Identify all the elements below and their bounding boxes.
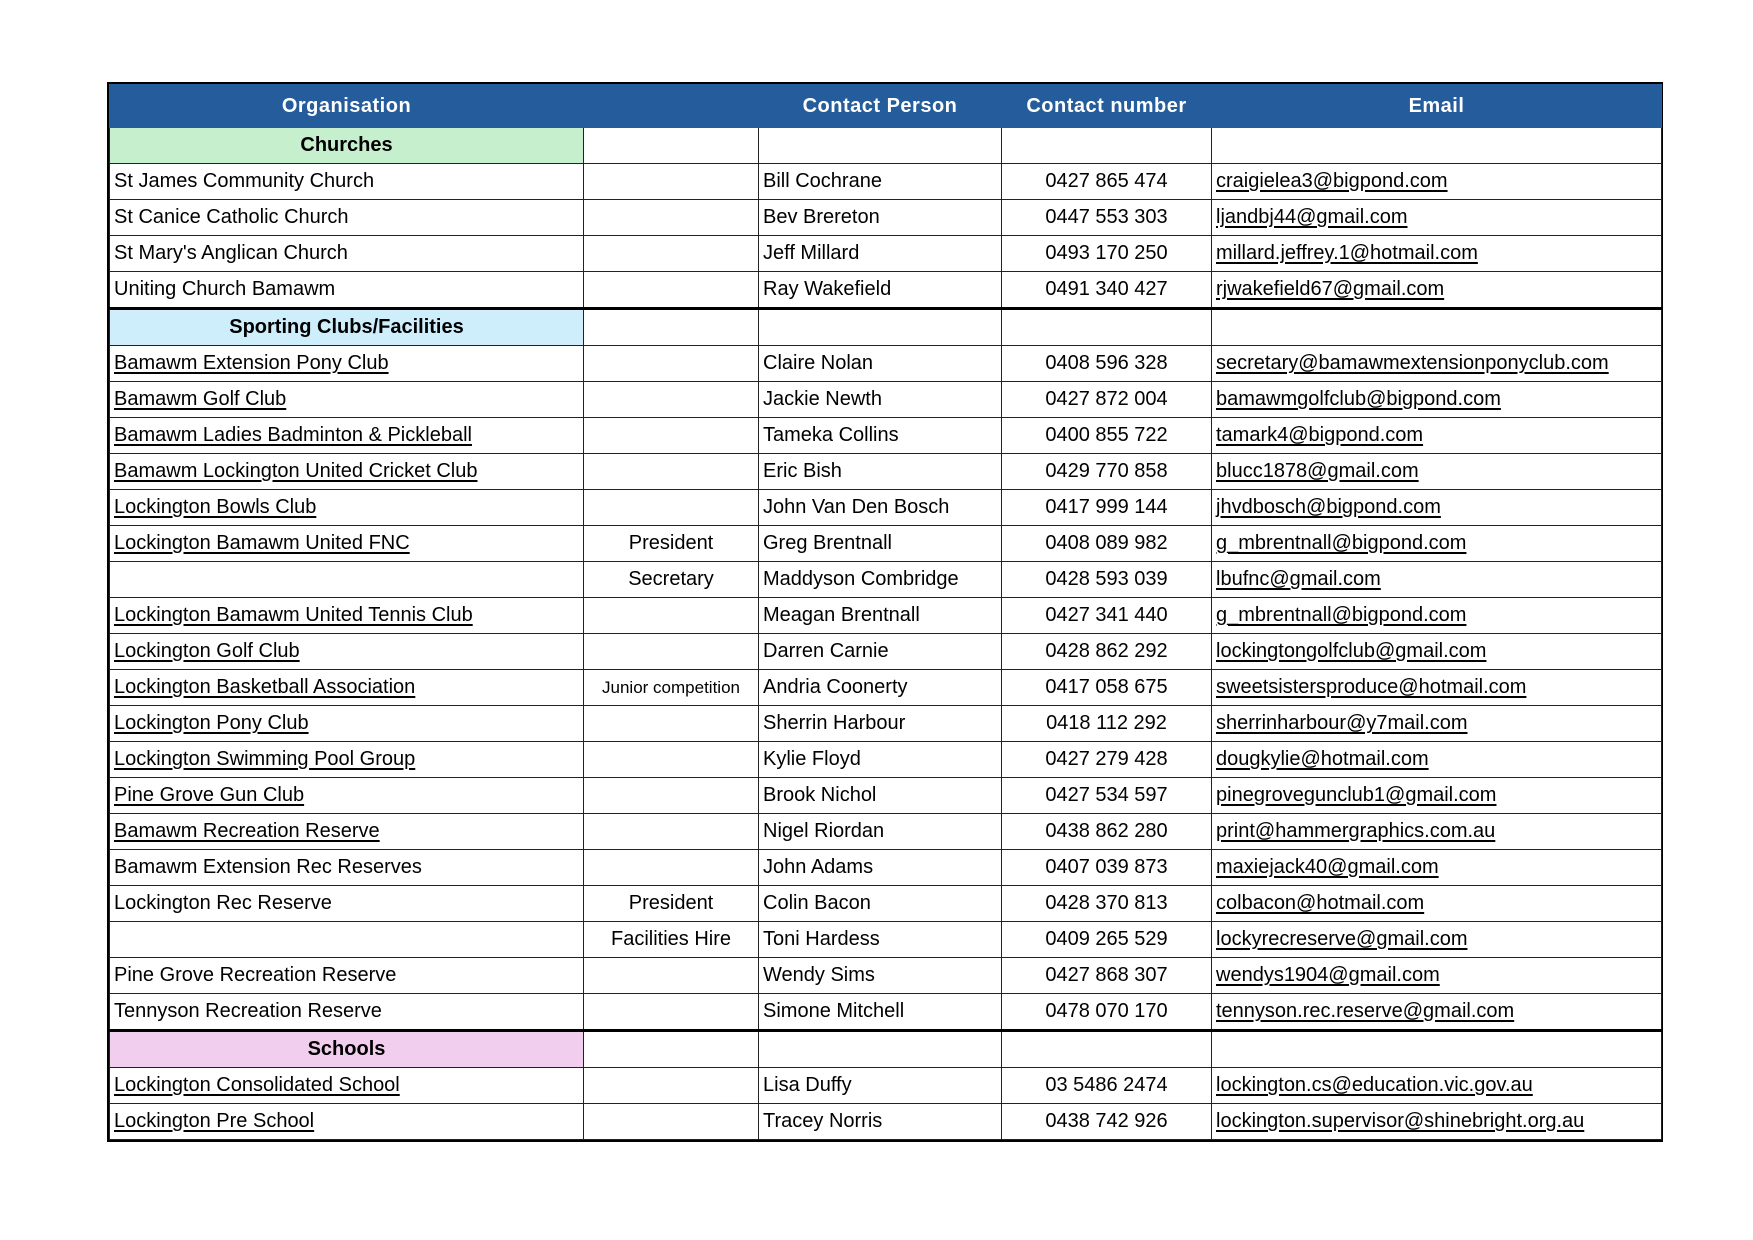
table-row xyxy=(110,958,1662,994)
role-cell xyxy=(584,814,759,850)
header-email: Email xyxy=(1212,85,1662,128)
contacts-sheet xyxy=(107,82,1663,1142)
organisation-link[interactable]: Bamawm Recreation Reserve xyxy=(110,814,584,850)
empty-cell xyxy=(1212,128,1662,164)
role-cell xyxy=(584,706,759,742)
table-row xyxy=(110,454,1662,490)
table-row xyxy=(110,1104,1662,1140)
section-title: Schools xyxy=(110,1031,584,1068)
contact-person-cell: Bev Brereton xyxy=(759,200,1002,236)
role-cell xyxy=(584,490,759,526)
contact-person-cell: Ray Wakefield xyxy=(759,272,1002,309)
contact-number-cell: 0408 596 328 xyxy=(1002,346,1212,382)
contact-person-cell: Bill Cochrane xyxy=(759,164,1002,200)
table-row xyxy=(110,922,1662,958)
contact-number-cell: 0493 170 250 xyxy=(1002,236,1212,272)
table-row xyxy=(110,272,1662,309)
organisation-link[interactable]: Lockington Golf Club xyxy=(110,634,584,670)
contact-person-cell: Andria Coonerty xyxy=(759,670,1002,706)
role-cell xyxy=(584,598,759,634)
role-cell: President xyxy=(584,886,759,922)
table-row xyxy=(110,236,1662,272)
table-row xyxy=(110,778,1662,814)
email-link[interactable]: lockyrecreserve@gmail.com xyxy=(1212,922,1662,958)
contact-number-cell: 0427 279 428 xyxy=(1002,742,1212,778)
email-link[interactable]: millard.jeffrey.1@hotmail.com xyxy=(1212,236,1662,272)
empty-cell xyxy=(759,309,1002,346)
role-cell: Facilities Hire xyxy=(584,922,759,958)
organisation-link[interactable]: Bamawm Ladies Badminton & Pickleball xyxy=(110,418,584,454)
organisation-link[interactable]: Lockington Bamawm United FNC xyxy=(110,526,584,562)
role-cell xyxy=(584,850,759,886)
email-link[interactable]: ljandbj44@gmail.com xyxy=(1212,200,1662,236)
contact-number-cell: 0418 112 292 xyxy=(1002,706,1212,742)
contact-number-cell: 0491 340 427 xyxy=(1002,272,1212,309)
contact-person-cell: Tracey Norris xyxy=(759,1104,1002,1140)
header-contact-person: Contact Person xyxy=(759,85,1002,128)
section-title: Sporting Clubs/Facilities xyxy=(110,309,584,346)
contact-person-cell: John Van Den Bosch xyxy=(759,490,1002,526)
table-row xyxy=(110,418,1662,454)
organisation-link[interactable]: Bamawm Extension Pony Club xyxy=(110,346,584,382)
email-link[interactable]: colbacon@hotmail.com xyxy=(1212,886,1662,922)
role-cell: Junior competition xyxy=(584,670,759,706)
contact-number-cell: 0400 855 722 xyxy=(1002,418,1212,454)
empty-cell xyxy=(584,1031,759,1068)
empty-cell xyxy=(759,1031,1002,1068)
organisation-link[interactable]: Lockington Pre School xyxy=(110,1104,584,1140)
email-link[interactable]: bamawmgolfclub@bigpond.com xyxy=(1212,382,1662,418)
empty-cell xyxy=(1002,1031,1212,1068)
organisation-cell: St Mary's Anglican Church xyxy=(110,236,584,272)
contact-number-cell: 0427 534 597 xyxy=(1002,778,1212,814)
contact-person-cell: Kylie Floyd xyxy=(759,742,1002,778)
organisation-link[interactable]: Lockington Consolidated School xyxy=(110,1068,584,1104)
organisation-cell: Uniting Church Bamawm xyxy=(110,272,584,309)
contact-number-cell: 0408 089 982 xyxy=(1002,526,1212,562)
contact-number-cell: 0417 999 144 xyxy=(1002,490,1212,526)
contact-person-cell: Tameka Collins xyxy=(759,418,1002,454)
header-organisation: Organisation xyxy=(110,85,584,128)
contact-person-cell: Claire Nolan xyxy=(759,346,1002,382)
empty-cell xyxy=(759,128,1002,164)
email-link[interactable]: dougkylie@hotmail.com xyxy=(1212,742,1662,778)
contact-number-cell: 0427 868 307 xyxy=(1002,958,1212,994)
email-link[interactable]: jhvdbosch@bigpond.com xyxy=(1212,490,1662,526)
role-cell xyxy=(584,958,759,994)
contact-number-cell: 0429 770 858 xyxy=(1002,454,1212,490)
role-cell xyxy=(584,1104,759,1140)
role-cell xyxy=(584,382,759,418)
table-row xyxy=(110,346,1662,382)
role-cell xyxy=(584,272,759,309)
email-link[interactable]: tamark4@bigpond.com xyxy=(1212,418,1662,454)
role-cell xyxy=(584,994,759,1031)
table-row xyxy=(110,598,1662,634)
contact-person-cell: Maddyson Combridge xyxy=(759,562,1002,598)
organisation-link[interactable]: Lockington Bamawm United Tennis Club xyxy=(110,598,584,634)
role-cell xyxy=(584,1068,759,1104)
role-cell xyxy=(584,778,759,814)
email-link[interactable]: tennyson.rec.reserve@gmail.com xyxy=(1212,994,1662,1031)
role-cell xyxy=(584,454,759,490)
table-row xyxy=(110,994,1662,1031)
table-row xyxy=(110,526,1662,562)
header-role xyxy=(584,85,759,128)
organisation-cell: Pine Grove Recreation Reserve xyxy=(110,958,584,994)
table-body xyxy=(110,128,1662,1140)
email-link[interactable]: lockington.cs@education.vic.gov.au xyxy=(1212,1068,1662,1104)
contact-number-cell: 0478 070 170 xyxy=(1002,994,1212,1031)
contact-number-cell: 0417 058 675 xyxy=(1002,670,1212,706)
organisation-link[interactable]: Lockington Swimming Pool Group xyxy=(110,742,584,778)
organisation-link[interactable]: Bamawm Golf Club xyxy=(110,382,584,418)
contact-person-cell: Meagan Brentnall xyxy=(759,598,1002,634)
table-row xyxy=(110,742,1662,778)
section-row-schools xyxy=(110,1031,1662,1068)
contact-person-cell: Brook Nichol xyxy=(759,778,1002,814)
header-row xyxy=(110,85,1662,128)
organisation-link[interactable]: Lockington Basketball Association xyxy=(110,670,584,706)
contact-number-cell: 0407 039 873 xyxy=(1002,850,1212,886)
email-link[interactable]: pinegrovegunclub1@gmail.com xyxy=(1212,778,1662,814)
contact-number-cell: 0447 553 303 xyxy=(1002,200,1212,236)
organisation-link[interactable]: Lockington Bowls Club xyxy=(110,490,584,526)
email-link[interactable]: blucc1878@gmail.com xyxy=(1212,454,1662,490)
role-cell: President xyxy=(584,526,759,562)
section-row-churches xyxy=(110,128,1662,164)
role-cell xyxy=(584,200,759,236)
contact-person-cell: Lisa Duffy xyxy=(759,1068,1002,1104)
empty-cell xyxy=(1002,309,1212,346)
contact-number-cell: 0427 865 474 xyxy=(1002,164,1212,200)
role-cell xyxy=(584,418,759,454)
empty-cell xyxy=(584,128,759,164)
table-row xyxy=(110,200,1662,236)
email-link[interactable]: lockingtongolfclub@gmail.com xyxy=(1212,634,1662,670)
contact-person-cell: Greg Brentnall xyxy=(759,526,1002,562)
table-row xyxy=(110,706,1662,742)
email-link[interactable]: print@hammergraphics.com.au xyxy=(1212,814,1662,850)
email-link[interactable]: sweetsistersproduce@hotmail.com xyxy=(1212,670,1662,706)
contact-person-cell: Toni Hardess xyxy=(759,922,1002,958)
organisation-cell: Lockington Rec Reserve xyxy=(110,886,584,922)
contact-person-cell: Eric Bish xyxy=(759,454,1002,490)
contact-person-cell: Wendy Sims xyxy=(759,958,1002,994)
organisation-cell xyxy=(110,922,584,958)
organisation-cell: Tennyson Recreation Reserve xyxy=(110,994,584,1031)
role-cell xyxy=(584,346,759,382)
section-row-sporting xyxy=(110,309,1662,346)
table-row xyxy=(110,814,1662,850)
organisation-link[interactable]: Lockington Pony Club xyxy=(110,706,584,742)
section-title: Churches xyxy=(110,128,584,164)
contact-number-cell: 03 5486 2474 xyxy=(1002,1068,1212,1104)
organisation-link[interactable]: Pine Grove Gun Club xyxy=(110,778,584,814)
email-link[interactable]: lockington.supervisor@shinebright.org.au xyxy=(1212,1104,1662,1140)
contact-number-cell: 0438 742 926 xyxy=(1002,1104,1212,1140)
contact-number-cell: 0427 341 440 xyxy=(1002,598,1212,634)
table-row xyxy=(110,562,1662,598)
email-link[interactable]: rjwakefield67@gmail.com xyxy=(1212,272,1662,309)
organisation-cell xyxy=(110,562,584,598)
table-row xyxy=(110,382,1662,418)
contact-person-cell: Jackie Newth xyxy=(759,382,1002,418)
contact-person-cell: Jeff Millard xyxy=(759,236,1002,272)
table-row xyxy=(110,670,1662,706)
table-row xyxy=(110,850,1662,886)
contact-person-cell: Colin Bacon xyxy=(759,886,1002,922)
table-row xyxy=(110,164,1662,200)
role-cell xyxy=(584,236,759,272)
empty-cell xyxy=(1212,1031,1662,1068)
role-cell xyxy=(584,742,759,778)
email-link[interactable]: craigielea3@bigpond.com xyxy=(1212,164,1662,200)
contacts-table xyxy=(109,84,1662,1140)
organisation-cell: St Canice Catholic Church xyxy=(110,200,584,236)
contact-person-cell: Sherrin Harbour xyxy=(759,706,1002,742)
contact-number-cell: 0409 265 529 xyxy=(1002,922,1212,958)
empty-cell xyxy=(1212,309,1662,346)
organisation-cell: Bamawm Extension Rec Reserves xyxy=(110,850,584,886)
contact-number-cell: 0428 862 292 xyxy=(1002,634,1212,670)
contact-person-cell: John Adams xyxy=(759,850,1002,886)
role-cell: Secretary xyxy=(584,562,759,598)
empty-cell xyxy=(1002,128,1212,164)
email-link[interactable]: g_mbrentnall@bigpond.com xyxy=(1212,526,1662,562)
email-link[interactable]: wendys1904@gmail.com xyxy=(1212,958,1662,994)
contact-number-cell: 0428 593 039 xyxy=(1002,562,1212,598)
table-row xyxy=(110,634,1662,670)
role-cell xyxy=(584,634,759,670)
contact-person-cell: Darren Carnie xyxy=(759,634,1002,670)
contact-number-cell: 0428 370 813 xyxy=(1002,886,1212,922)
email-link[interactable]: g_mbrentnall@bigpond.com xyxy=(1212,598,1662,634)
role-cell xyxy=(584,164,759,200)
table-row xyxy=(110,490,1662,526)
empty-cell xyxy=(584,309,759,346)
organisation-cell: St James Community Church xyxy=(110,164,584,200)
table-row xyxy=(110,1068,1662,1104)
organisation-link[interactable]: Bamawm Lockington United Cricket Club xyxy=(110,454,584,490)
contact-person-cell: Simone Mitchell xyxy=(759,994,1002,1031)
header-contact-number: Contact number xyxy=(1002,85,1212,128)
email-link[interactable]: lbufnc@gmail.com xyxy=(1212,562,1662,598)
contact-number-cell: 0427 872 004 xyxy=(1002,382,1212,418)
table-row xyxy=(110,886,1662,922)
email-link[interactable]: secretary@bamawmextensionponyclub.com xyxy=(1212,346,1662,382)
contact-number-cell: 0438 862 280 xyxy=(1002,814,1212,850)
email-link[interactable]: maxiejack40@gmail.com xyxy=(1212,850,1662,886)
email-link[interactable]: sherrinharbour@y7mail.com xyxy=(1212,706,1662,742)
contact-person-cell: Nigel Riordan xyxy=(759,814,1002,850)
